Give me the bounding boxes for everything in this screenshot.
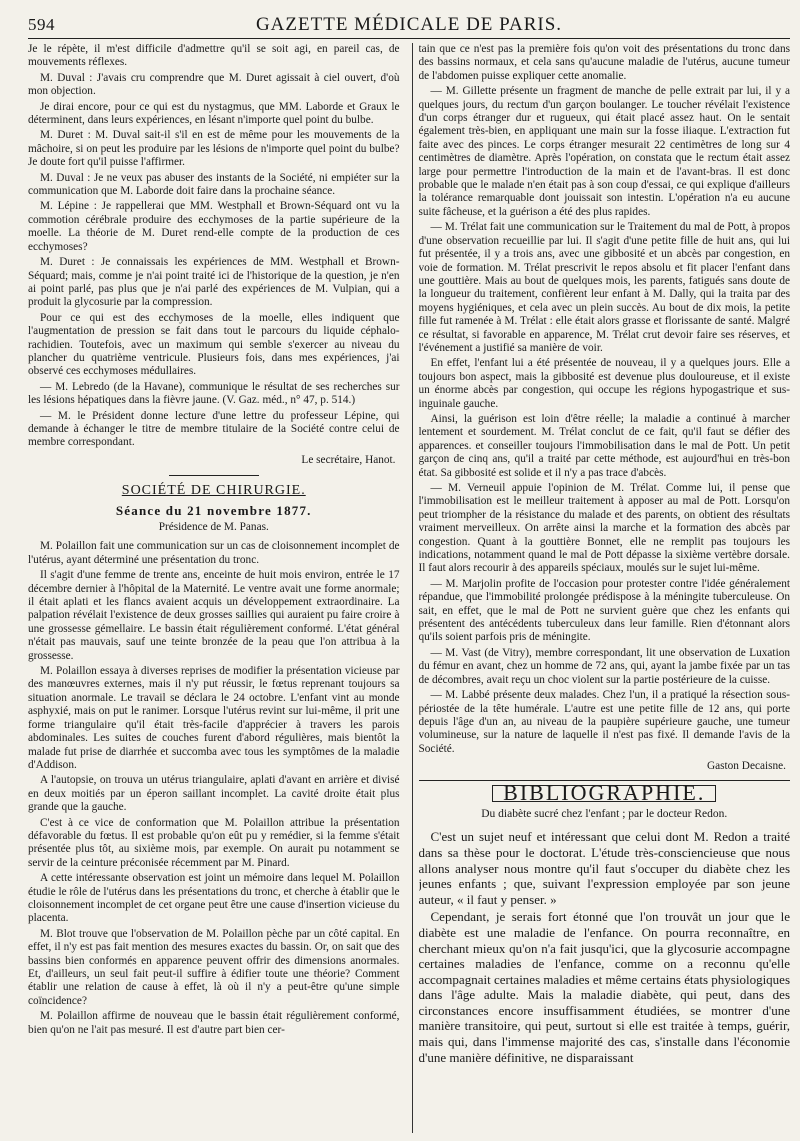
bibliography-title-box [419, 779, 791, 805]
paragraph: — M. Gillette présente un fragment de manche de pelle extrait par lui, il y a quelques jours, du rectum d'un garçon boulanger. Le toucher révélait l'existence d'un corps étranger dur et rugueux, qui était placé assez haut. On le sentait également très-bien, en appliquant une main sur la fosse iliaque. L'extraction fut faite avec des pinces. Le corps étranger mesurait 22 centimètres de long sur 4 centimètres de diamètre. Après l'opération, on constata que le rectum était assez large pour permettre l'introduction de la main et de l'avant-bras. Il est donc probable que le malade n'en était pas à son coup d'essai, ce qui explique d'ailleurs la tolérance remarquable dont jouissait son intestin. L'opération n'a eu aucune suite fâcheuse, et la guérison a été des plus rapides. [418, 85, 791, 218]
paragraph: En effet, l'enfant lui a été présentée de nouveau, il y a quelques jours. Elle a toujours bon aspect, mais la gibbosité est devenue plus douloureuse, et il existe un énorme abcès par congestion, qui occupe les régions hypogastrique et sus-inguinale gauche. [418, 357, 791, 410]
presidency-line: Présidence de M. Panas. [158, 521, 269, 533]
paragraph: Je dirai encore, pour ce qui est du nystagmus, que MM. Laborde et Graux le déterminent, dans leurs expériences, en lésant n'importe quel point du bulbe. [28, 100, 400, 127]
text-columns [28, 43, 790, 1133]
journal-title: GAZETTE MÉDICALE DE PARIS. [255, 14, 563, 35]
paragraph: — M. Vast (de Vitry), membre correspondant, lit une observation de Luxation du fémur en avant, chez un homme de 72 ans, qui, ayant la jambe fixée par un tas de décombres, avait reçu un choc violent sur la partie postérieure de la cuisse. [418, 646, 791, 686]
bibliography-title: BIBLIOGRAPHIE. [492, 785, 716, 802]
paragraph: M. Blot trouve que l'observation de M. Polaillon pèche par un côté capital. En effet, il n'y est pas fait mention des mesures exactes du bassin. Or, on sait que des bassins bien conformés en apparence peuvent offrir des dimensions anormales. Et, d'ailleurs, un seul fait peut-il suffire à édifier toute une théorie? Comment établir une relation de cause à effet, là où il n'y a peut-être qu'une simple coïncidence? [28, 927, 400, 1007]
paragraph: tain que ce n'est pas la première fois qu'on voit des présentations du tronc dans des bassins normaux, et cela sans qu'aucune maladie de l'utérus, aucune tumeur de l'abdomen puisse expliquer cette anomalie. [418, 43, 791, 82]
paragraph: — M. Trélat fait une communication sur le Traitement du mal de Pott, à propos d'une observation recueillie par lui. Il s'agit d'une petite fille de huit ans, qui lui fut présentée, il y a trois ans, avec une gibbosité et un abcès par congestion, en voie de formation. M. Trélat prescrivit le repos absolu et fit placer l'enfant dans une gouttière. Mais au bout de quelques mois, les parents, fatigués sans doute de la longueur du traitement, confièrent leur enfant à M. Dally, qui la traita par des moyens hygiéniques, et cela avec un plein succès. Au bout de dix mois, la petite fille fut ramenée à M. Trélat : elle était alors grasse et florissante de santé. Malgré ce résultat, si favorable en apparence, M. Trélat crut devoir faire ses réserves, et l'événement a justifié sa manière de voir. [418, 221, 791, 354]
paragraph: M. Polaillon essaya à diverses reprises de modifier la présentation vicieuse par des manœuvres externes, mais il n'y put réussir, le fœtus reprenant toujours sa situation anormale. Le travail se déclara le 24 octobre. L'enfant vint au monde asphyxié, mais on put le ranimer. Lorsque l'utérus revint sur lui-même, il prit une forme triangulaire qu'il était très-facile d'apprécier à travers les parois abdominales. Les suites de couches furent d'abord régulières, mais bientôt la malade fut prise de diarrhée et succomba avec tous les symptômes de la maladie d'Addison. [28, 665, 400, 771]
paragraph: M. Polaillon affirme de nouveau que le bassin était régulièrement conformé, bien qu'on ne l'ait pas mesuré. Il est d'autre part bien cer- [28, 1010, 400, 1036]
paragraph: Cependant, je serais fort étonné que l'on trouvât un jour que le diabète est une maladie de l'enfance. On pourra reconnaître, en cherchant mieux qu'on n'a fait jusqu'ici, que la glycosurie accompagne certaines maladies de l'enfance, comme on a reconnu qu'elle accompagnait certaines maladies et même certains états physiologiques dans l'âge adulte. Mais la maladie diabète, qui peut, dans des circonstances encore insuffisamment étudiées, se montrer d'une manière transitoire, qui peut, surtout si elle est traitée à temps, guérir, mais qui, dans l'immense majorité des cas, s'installe dans l'économie d'une manière définitive, ne disparaissant [418, 909, 791, 1065]
paragraph: — M. le Président donne lecture d'une lettre du professeur Lépine, qui demande à échanger le titre de membre titulaire de la Société contre celui de membre correspondant. [28, 409, 400, 449]
paragraph: M. Lépine : Je rappellerai que MM. Westphall et Brown-Séquard ont vu la commotion cérébrale produire des ecchymoses de la partie supérieure de la moelle. La théorie de M. Duret rend-elle compte de la production de ces ecchymoses? [28, 200, 400, 253]
right-column [419, 43, 791, 1133]
paragraph: — M. Verneuil appuie l'opinion de M. Trélat. Comme lui, il pense que l'immobilisation est le meilleur traitement à apposer au mal de Pott. Lorsqu'on peut triompher de la résistance du malade et des parents, on obtient des résultats vraiment merveilleux. On arrête ainsi la marche et la formation des abcès par congestion. Quant à la gouttière Bonnet, elle ne remplit pas toujours les indications, notamment quand le mal de Pott dépasse la sixième vertèbre dorsale. Il faut alors recourir à des appareils spéciaux, moulés sur le sujet lui-même. [418, 482, 791, 575]
paragraph: — M. Labbé présente deux malades. Chez l'un, il a pratiqué la résection sous-périostée de la tête humérale. L'autre est une petite fille de 12 ans, qui porte depuis l'âge d'un an, au niveau de la paupière supérieure gauche, une tumeur volumineuse, sur la nature de laquelle il n'est pas fixé. Il demande l'avis de la Société. [418, 689, 791, 755]
paragraph: C'est à ce vice de conformation que M. Polaillon attribue la présentation défavorable du fœtus. Il est probable qu'on eût pu y remédier, si la femme s'était présentée plus tôt, au sixième mois, par exemple. On aurait pu notamment se servir de la ceinture préconisée récemment par M. Pinard. [28, 816, 400, 869]
paragraph: M. Duval : J'avais cru comprendre que M. Duret agissait à ciel ouvert, d'où mon objection. [28, 71, 400, 98]
left-column [28, 43, 406, 1133]
paragraph: C'est un sujet neuf et intéressant que celui dont M. Redon a traité dans sa thèse pour le doctorat. L'étude très-consciencieuse que nous allons analyser nous montre qu'il faut s'occuper du diabète chez les jeunes enfants ; que, suivant l'expression employée par son jeune auteur, « il faut y penser. » [418, 829, 791, 907]
section-title: SOCIÉTÉ DE CHIRURGIE. [121, 483, 306, 499]
paragraph: M. Duret : M. Duval sait-il s'il en est de même pour les mouvements de la mâchoire, si on peut les produire par les lésions de n'importe quel point du bulbe? Je doute fort qu'il puisse l'affirmer. [28, 129, 400, 169]
paragraph: Je le répète, il m'est difficile d'admettre qu'il se soit agi, en pareil cas, de mouvements réflexes. [28, 43, 400, 69]
session-heading: Séance du 21 novembre 1877. [115, 502, 312, 518]
column-rule [412, 43, 413, 1133]
paragraph: Ainsi, la guérison est loin d'être réelle; la maladie a continué à marcher lentement et sourdement. M. Trélat conclut de ce fait, qu'il faut se défier des apparences. et conseiller toujours l'immobilisation dans le mal de Pott. Un petit garçon de cinq ans, qu'il a traité par cette méthode, est aujourd'hui en très-bon état. Sa gibbosité est solide et il n'y a pas trace d'abcès. [418, 412, 791, 479]
bibliography-subtitle: Du diabète sucré chez l'enfant ; par le docteur Redon. [481, 807, 728, 820]
paragraph: A l'autopsie, on trouva un utérus triangulaire, aplati d'avant en arrière et divisé en deux moitiés par un éperon saillant incomplet. La cavité droite était plus grande que la gauche. [28, 774, 400, 814]
paragraph: M. Duret : Je connaissais les expériences de MM. Westphall et Brown-Séquard; mais, comme je n'ai point traité ici de l'historique de la question, je n'en ai point parlé, pas plus que je n'ai parlé des expériences de M. Vulpian, qui a produit la glycosurie par la compression. [28, 256, 400, 309]
paragraph: M. Polaillon fait une communication sur un cas de cloisonnement incomplet de l'utérus, ayant déterminé une présentation du tronc. [28, 540, 400, 566]
paragraph: A cette intéressante observation est joint un mémoire dans lequel M. Polaillon étudie le rôle de l'utérus dans les présentations du tronc, et cherche à établir que le cloisonnement incomplet de cet organe peut être une cause d'insertion vicieuse du placenta. [28, 872, 400, 925]
divider [169, 475, 259, 476]
page-header [28, 14, 790, 39]
paragraph: M. Duval : Je ne veux pas abuser des instants de la Société, ni empiéter sur la communication que M. Laborde doit faire dans la prochaine séance. [28, 171, 400, 198]
author-signature: Gaston Decaisne. [706, 760, 787, 773]
paragraph: Il s'agit d'une femme de trente ans, enceinte de huit mois environ, entrée le 17 décembre dernier à l'hôpital de la Maternité. Le ventre avait une forme anormale; il était aplati et les flancs avaient acquis un développement extraordinaire. La palpation révélait l'existence de deux grosses saillies qui auraient pu faire croire à une grossesse gémellaire. Le bassin était régulièrement conformé. L'état général n'était pas mauvais, sauf une teinte bronzée de la peau que l'on attribua à la grossesse. [28, 569, 400, 662]
paragraph: Pour ce qui est des ecchymoses de la moelle, elles indiquent que l'augmentation de pression se fait dans tout le parcours du liquide céphalo-rachidien. Toutefois, avec un maximum qui semble s'exercer au niveau du plancher du quatrième ventricule. Plusieurs fois, dans mes expériences, j'ai observé ces ecchymoses médullaires. [28, 311, 400, 378]
secretary-signature: Le secrétaire, Hanot. [301, 453, 396, 466]
page-number: 594 [28, 15, 55, 34]
paragraph: — M. Lebredo (de la Havane), communique le résultat de ses recherches sur les lésions hépatiques dans la fièvre jaune. (V. Gaz. méd., n° 47, p. 514.) [28, 380, 400, 407]
paragraph: — M. Marjolin profite de l'occasion pour protester contre l'idée généralement répandue, que l'immobilité prolongée prédispose à la méningite tuberculeuse. On sait, en effet, que le mal de Pott ne survient guère que chez les enfants qui présentent des antécédents tuberculeux dans leur famille. Rien d'étonnant alors qu'ils soient parfois pris de méningite. [418, 577, 791, 644]
